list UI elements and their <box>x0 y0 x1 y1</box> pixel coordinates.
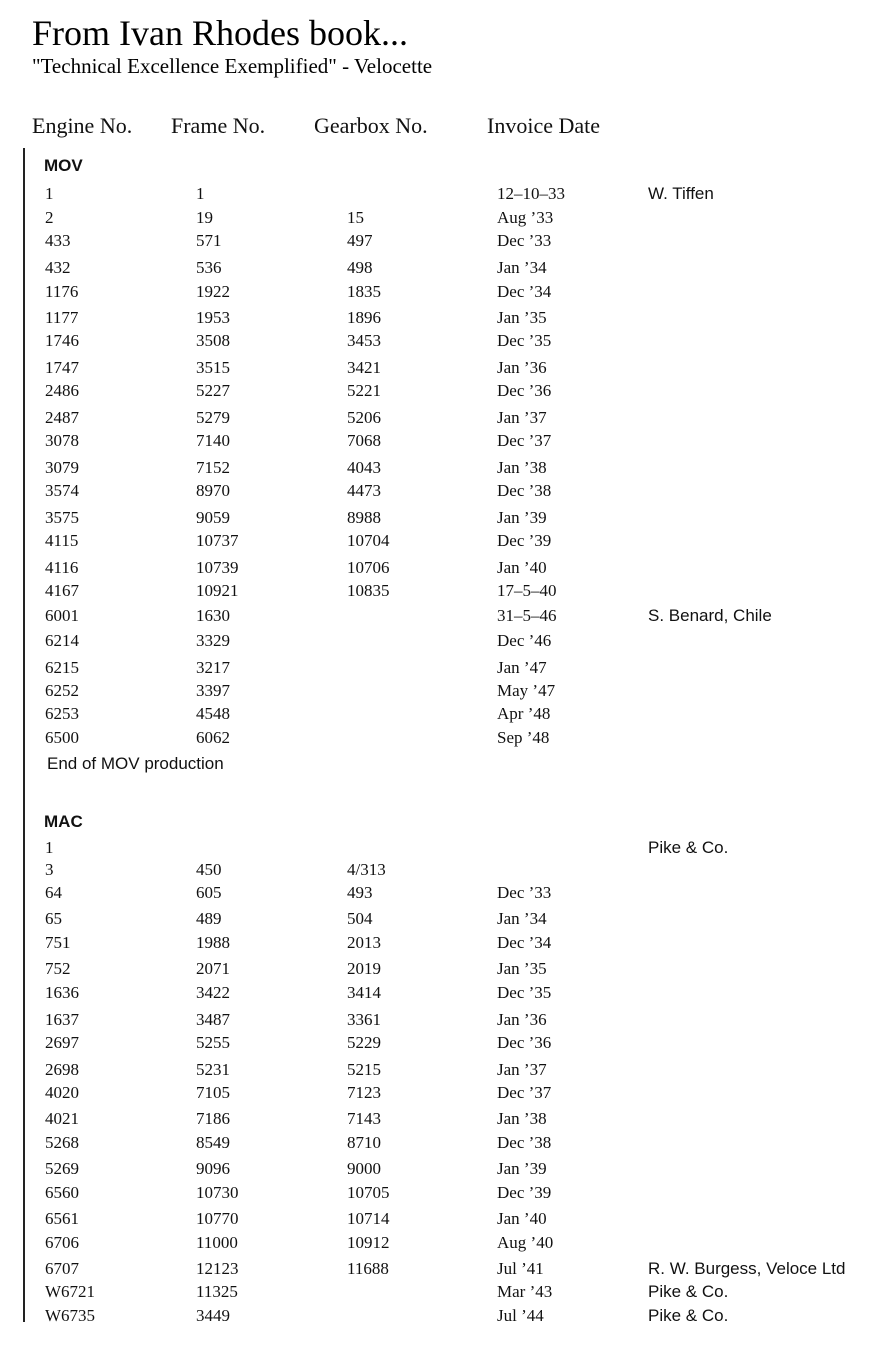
cell-invoice: 17–5–40 <box>497 581 557 600</box>
cell-invoice: Jan ’36 <box>497 358 547 377</box>
cell-gearbox: 2013 <box>347 933 381 952</box>
table-row <box>0 983 891 1005</box>
table-row <box>0 838 891 860</box>
cell-engine: 2698 <box>45 1060 79 1079</box>
cell-invoice: Dec ’46 <box>497 631 552 650</box>
cell-frame: 10730 <box>196 1183 239 1202</box>
cell-engine: 1 <box>45 184 54 203</box>
cell-invoice: Apr ’48 <box>497 704 551 723</box>
cell-engine: 6707 <box>45 1259 79 1278</box>
table-row <box>0 431 891 453</box>
cell-frame: 3487 <box>196 1010 230 1029</box>
cell-gearbox: 9000 <box>347 1159 381 1178</box>
cell-gearbox: 4043 <box>347 458 381 477</box>
cell-engine: 6253 <box>45 704 79 723</box>
table-row <box>0 231 891 253</box>
cell-frame: 3329 <box>196 631 230 650</box>
cell-frame: 8549 <box>196 1133 230 1152</box>
column-header-engine: Engine No. <box>32 113 133 138</box>
cell-engine: 2487 <box>45 408 79 427</box>
cell-gearbox: 4473 <box>347 481 381 500</box>
table-row <box>0 1282 891 1304</box>
cell-frame: 3515 <box>196 358 230 377</box>
cell-gearbox: 5215 <box>347 1060 381 1079</box>
cell-engine: 1 <box>45 838 54 857</box>
cell-frame: 1988 <box>196 933 230 952</box>
cell-gearbox: 5206 <box>347 408 381 427</box>
cell-frame: 1 <box>196 184 205 203</box>
cell-invoice: Jan ’38 <box>497 458 547 477</box>
cell-engine: 1177 <box>45 308 79 327</box>
cell-engine: 6500 <box>45 728 79 747</box>
cell-invoice: Jan ’36 <box>497 1010 547 1029</box>
mov-end-note: End of MOV production <box>47 754 224 773</box>
cell-engine: 6706 <box>45 1233 79 1252</box>
cell-invoice: Jan ’39 <box>497 508 547 527</box>
cell-frame: 7152 <box>196 458 230 477</box>
cell-invoice: Jul ’41 <box>497 1259 544 1278</box>
cell-gearbox: 10704 <box>347 531 390 550</box>
table-row <box>0 282 891 304</box>
cell-frame: 8970 <box>196 481 230 500</box>
cell-invoice: Jan ’38 <box>497 1109 547 1128</box>
cell-frame: 11000 <box>196 1233 238 1252</box>
cell-invoice: Dec ’33 <box>497 883 552 902</box>
cell-note: Pike & Co. <box>648 1306 729 1325</box>
cell-engine: 4116 <box>45 558 79 577</box>
table-row <box>0 606 891 628</box>
table-row <box>0 1183 891 1205</box>
cell-invoice: Dec ’39 <box>497 531 552 550</box>
cell-gearbox: 10912 <box>347 1233 390 1252</box>
cell-gearbox: 15 <box>347 208 364 227</box>
cell-gearbox: 3421 <box>347 358 381 377</box>
table-row <box>0 933 891 955</box>
cell-engine: 2697 <box>45 1033 79 1052</box>
cell-invoice: Jan ’37 <box>497 408 547 427</box>
cell-gearbox: 10706 <box>347 558 390 577</box>
cell-frame: 489 <box>196 909 222 928</box>
table-row <box>0 581 891 603</box>
cell-frame: 3422 <box>196 983 230 1002</box>
cell-frame: 5255 <box>196 1033 230 1052</box>
cell-gearbox: 3453 <box>347 331 381 350</box>
cell-invoice: Jan ’35 <box>497 959 547 978</box>
cell-frame: 10739 <box>196 558 239 577</box>
cell-invoice: Jan ’37 <box>497 1060 547 1079</box>
table-row <box>0 481 891 503</box>
cell-engine: 751 <box>45 933 71 952</box>
table-row <box>0 1083 891 1105</box>
cell-frame: 4548 <box>196 704 230 723</box>
cell-engine: 65 <box>45 909 62 928</box>
table-row <box>0 458 891 480</box>
cell-engine: 5269 <box>45 1159 79 1178</box>
cell-engine: 1176 <box>45 282 79 301</box>
cell-gearbox: 8988 <box>347 508 381 527</box>
cell-frame: 10737 <box>196 531 239 550</box>
cell-engine: 3 <box>45 860 54 879</box>
cell-invoice: Dec ’35 <box>497 331 552 350</box>
cell-engine: 64 <box>45 883 62 902</box>
cell-invoice: Dec ’34 <box>497 933 552 952</box>
cell-gearbox: 10705 <box>347 1183 390 1202</box>
cell-engine: 6561 <box>45 1209 79 1228</box>
cell-gearbox: 7143 <box>347 1109 381 1128</box>
cell-engine: 4115 <box>45 531 79 550</box>
section-heading-mov: MOV <box>44 156 83 175</box>
table-row <box>0 531 891 553</box>
cell-engine: 5268 <box>45 1133 79 1152</box>
table-row <box>0 1159 891 1181</box>
table-row <box>0 1060 891 1082</box>
table-row <box>0 883 891 905</box>
table-row <box>0 909 891 931</box>
cell-engine: 1747 <box>45 358 79 377</box>
table-row <box>0 208 891 230</box>
cell-frame: 3397 <box>196 681 230 700</box>
cell-invoice: Mar ’43 <box>497 1282 553 1301</box>
cell-engine: 3574 <box>45 481 79 500</box>
cell-engine: 6001 <box>45 606 79 625</box>
cell-engine: 2486 <box>45 381 79 400</box>
cell-invoice: Jan ’40 <box>497 558 547 577</box>
cell-engine: 4020 <box>45 1083 79 1102</box>
cell-invoice: 31–5–46 <box>497 606 557 625</box>
cell-frame: 7140 <box>196 431 230 450</box>
cell-engine: 432 <box>45 258 71 277</box>
cell-gearbox: 10714 <box>347 1209 390 1228</box>
page-subtitle: "Technical Excellence Exemplified" - Velocette <box>32 54 433 78</box>
cell-note: R. W. Burgess, Veloce Ltd <box>648 1259 846 1278</box>
cell-gearbox: 3361 <box>347 1010 381 1029</box>
table-row <box>0 331 891 353</box>
table-row <box>0 184 891 206</box>
table-row <box>0 558 891 580</box>
section-heading-mac: MAC <box>44 812 83 831</box>
cell-engine: 752 <box>45 959 71 978</box>
cell-invoice: Dec ’37 <box>497 1083 552 1102</box>
table-row <box>0 959 891 981</box>
cell-note: S. Benard, Chile <box>648 606 772 625</box>
table-row <box>0 308 891 330</box>
cell-frame: 5231 <box>196 1060 230 1079</box>
cell-gearbox: 11688 <box>347 1259 389 1278</box>
cell-invoice: Jan ’35 <box>497 308 547 327</box>
table-row <box>0 658 891 680</box>
table-row <box>0 1306 891 1328</box>
cell-gearbox: 1835 <box>347 282 381 301</box>
table-row <box>0 704 891 726</box>
table-row <box>0 381 891 403</box>
cell-engine: W6735 <box>45 1306 96 1325</box>
cell-engine: 3575 <box>45 508 79 527</box>
table-row <box>0 681 891 703</box>
cell-frame: 6062 <box>196 728 230 747</box>
cell-invoice: May ’47 <box>497 681 556 700</box>
cell-engine: 6215 <box>45 658 79 677</box>
table-row <box>0 358 891 380</box>
cell-frame: 2071 <box>196 959 230 978</box>
cell-invoice: Jan ’34 <box>497 258 547 277</box>
cell-frame: 10921 <box>196 581 239 600</box>
page-title: From Ivan Rhodes book... <box>32 13 408 53</box>
cell-gearbox: 504 <box>347 909 373 928</box>
table-row <box>0 258 891 280</box>
cell-invoice: Jan ’34 <box>497 909 547 928</box>
table-row <box>0 1209 891 1231</box>
cell-frame: 12123 <box>196 1259 239 1278</box>
cell-frame: 5227 <box>196 381 230 400</box>
table-row <box>0 408 891 430</box>
cell-frame: 3449 <box>196 1306 230 1325</box>
cell-frame: 1953 <box>196 308 230 327</box>
table-row <box>0 1259 891 1281</box>
cell-frame: 450 <box>196 860 222 879</box>
cell-invoice: Dec ’33 <box>497 231 552 250</box>
column-header-gearbox: Gearbox No. <box>314 113 428 138</box>
cell-engine: 6214 <box>45 631 79 650</box>
cell-gearbox: 5221 <box>347 381 381 400</box>
table-row <box>0 631 891 653</box>
cell-engine: W6721 <box>45 1282 96 1301</box>
cell-engine: 3079 <box>45 458 79 477</box>
table-row <box>0 1109 891 1131</box>
cell-invoice: Dec ’38 <box>497 1133 552 1152</box>
cell-frame: 605 <box>196 883 222 902</box>
cell-engine: 433 <box>45 231 71 250</box>
cell-frame: 1630 <box>196 606 230 625</box>
table-row <box>0 508 891 530</box>
cell-frame: 3508 <box>196 331 230 350</box>
table-row <box>0 1010 891 1032</box>
cell-invoice: Jul ’44 <box>497 1306 544 1325</box>
table-row <box>0 1233 891 1255</box>
cell-engine: 1746 <box>45 331 79 350</box>
cell-frame: 7186 <box>196 1109 230 1128</box>
cell-engine: 2 <box>45 208 54 227</box>
cell-engine: 1636 <box>45 983 79 1002</box>
column-header-frame: Frame No. <box>171 113 266 138</box>
cell-note: W. Tiffen <box>648 184 714 203</box>
table-row <box>0 860 891 882</box>
cell-note: Pike & Co. <box>648 838 729 857</box>
cell-engine: 6252 <box>45 681 79 700</box>
cell-note: Pike & Co. <box>648 1282 729 1301</box>
cell-invoice: Dec ’39 <box>497 1183 552 1202</box>
cell-frame: 1922 <box>196 282 230 301</box>
table-row <box>0 728 891 750</box>
cell-gearbox: 7123 <box>347 1083 381 1102</box>
cell-gearbox: 1896 <box>347 308 381 327</box>
cell-frame: 9096 <box>196 1159 230 1178</box>
cell-invoice: Dec ’34 <box>497 282 552 301</box>
table-row <box>0 1033 891 1055</box>
cell-invoice: Dec ’35 <box>497 983 552 1002</box>
cell-gearbox: 4/313 <box>347 860 386 879</box>
cell-invoice: 12–10–33 <box>497 184 565 203</box>
cell-invoice: Sep ’48 <box>497 728 550 747</box>
cell-gearbox: 10835 <box>347 581 390 600</box>
cell-frame: 9059 <box>196 508 230 527</box>
cell-gearbox: 3414 <box>347 983 381 1002</box>
cell-invoice: Dec ’36 <box>497 1033 552 1052</box>
cell-invoice: Dec ’38 <box>497 481 552 500</box>
cell-invoice: Aug ’40 <box>497 1233 554 1252</box>
cell-engine: 3078 <box>45 431 79 450</box>
cell-frame: 10770 <box>196 1209 239 1228</box>
cell-invoice: Jan ’39 <box>497 1159 547 1178</box>
cell-frame: 536 <box>196 258 222 277</box>
cell-invoice: Aug ’33 <box>497 208 554 227</box>
cell-frame: 7105 <box>196 1083 230 1102</box>
cell-gearbox: 498 <box>347 258 373 277</box>
cell-frame: 5279 <box>196 408 230 427</box>
cell-gearbox: 2019 <box>347 959 381 978</box>
cell-gearbox: 493 <box>347 883 373 902</box>
cell-invoice: Dec ’36 <box>497 381 552 400</box>
table-row <box>0 1133 891 1155</box>
cell-frame: 571 <box>196 231 222 250</box>
cell-frame: 11325 <box>196 1282 238 1301</box>
cell-invoice: Jan ’40 <box>497 1209 547 1228</box>
cell-gearbox: 497 <box>347 231 373 250</box>
cell-gearbox: 8710 <box>347 1133 381 1152</box>
cell-frame: 19 <box>196 208 213 227</box>
cell-gearbox: 5229 <box>347 1033 381 1052</box>
cell-engine: 4021 <box>45 1109 79 1128</box>
cell-engine: 4167 <box>45 581 79 600</box>
cell-engine: 6560 <box>45 1183 79 1202</box>
cell-gearbox: 7068 <box>347 431 381 450</box>
cell-frame: 3217 <box>196 658 230 677</box>
column-header-invoice: Invoice Date <box>487 113 600 138</box>
cell-invoice: Dec ’37 <box>497 431 552 450</box>
cell-invoice: Jan ’47 <box>497 658 547 677</box>
cell-engine: 1637 <box>45 1010 79 1029</box>
